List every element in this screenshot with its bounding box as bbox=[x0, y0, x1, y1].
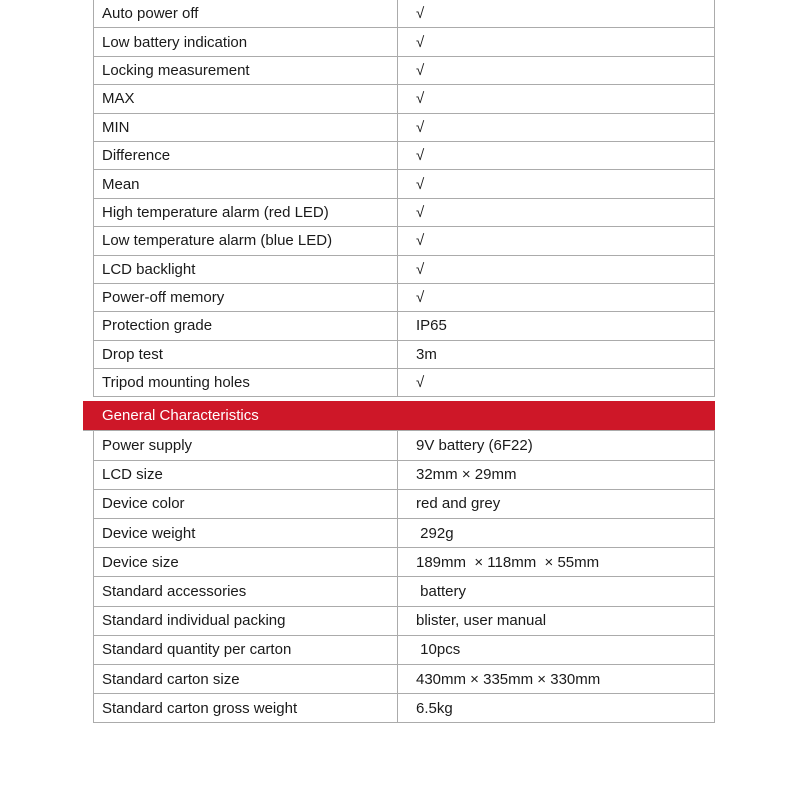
feature-value: √ bbox=[416, 203, 425, 221]
feature-value: IP65 bbox=[416, 317, 447, 335]
feature-label: Low temperature alarm (blue LED) bbox=[94, 227, 398, 254]
characteristic-value: 430mm × 335mm × 330mm bbox=[416, 670, 601, 688]
table-row bbox=[94, 85, 714, 113]
feature-label: Locking measurement bbox=[94, 57, 398, 84]
section-header-general-characteristics bbox=[83, 401, 715, 431]
feature-value: √ bbox=[416, 147, 425, 165]
table-row bbox=[94, 227, 714, 255]
feature-label: Low battery indication bbox=[94, 28, 398, 55]
characteristic-label: Standard carton gross weight bbox=[94, 694, 398, 722]
characteristic-label: Device weight bbox=[94, 519, 398, 547]
feature-label: LCD backlight bbox=[94, 256, 398, 283]
feature-label: Protection grade bbox=[94, 312, 398, 339]
feature-label: Tripod mounting holes bbox=[94, 369, 398, 396]
feature-label: High temperature alarm (red LED) bbox=[94, 199, 398, 226]
table-row bbox=[94, 284, 714, 312]
general-characteristic-rows bbox=[93, 431, 715, 723]
table-row bbox=[94, 519, 714, 548]
feature-value: √ bbox=[416, 232, 425, 250]
characteristic-value: 32mm × 29mm bbox=[416, 466, 517, 484]
feature-value: √ bbox=[416, 90, 425, 108]
feature-value: √ bbox=[416, 175, 425, 193]
table-row bbox=[94, 665, 714, 694]
feature-label: MIN bbox=[94, 114, 398, 141]
feature-value: 3m bbox=[416, 345, 437, 363]
feature-value: √ bbox=[416, 260, 425, 278]
table-row bbox=[94, 369, 714, 397]
characteristic-label: Standard individual packing bbox=[94, 607, 398, 635]
table-row bbox=[94, 636, 714, 665]
characteristic-label: Standard quantity per carton bbox=[94, 636, 398, 664]
table-row bbox=[94, 142, 714, 170]
characteristic-label: Standard carton size bbox=[94, 665, 398, 693]
characteristic-label: Standard accessories bbox=[94, 577, 398, 605]
characteristic-label: Device size bbox=[94, 548, 398, 576]
table-row bbox=[94, 694, 714, 723]
specifications-table bbox=[93, 0, 715, 723]
feature-label: Power-off memory bbox=[94, 284, 398, 311]
characteristic-value: red and grey bbox=[416, 495, 501, 513]
feature-value: √ bbox=[416, 118, 425, 136]
characteristic-label: LCD size bbox=[94, 461, 398, 489]
feature-value: √ bbox=[416, 61, 425, 79]
characteristic-value: 10pcs bbox=[416, 641, 461, 659]
feature-value: √ bbox=[416, 374, 425, 392]
table-row bbox=[94, 607, 714, 636]
feature-label: MAX bbox=[94, 85, 398, 112]
table-row bbox=[94, 577, 714, 606]
table-row bbox=[94, 431, 714, 460]
characteristic-label: Device color bbox=[94, 490, 398, 518]
feature-label: Mean bbox=[94, 170, 398, 197]
characteristic-value: 189mm × 118mm × 55mm bbox=[416, 553, 600, 571]
feature-label: Auto power off bbox=[94, 0, 398, 27]
feature-label: Drop test bbox=[94, 341, 398, 368]
characteristic-value: 292g bbox=[416, 524, 454, 542]
characteristic-label: Power supply bbox=[94, 431, 398, 459]
table-row bbox=[94, 170, 714, 198]
feature-value: √ bbox=[416, 5, 425, 23]
table-row bbox=[94, 57, 714, 85]
characteristic-value: 9V battery (6F22) bbox=[416, 437, 533, 455]
feature-value: √ bbox=[416, 33, 425, 51]
characteristic-value: blister, user manual bbox=[416, 612, 547, 630]
feature-value: √ bbox=[416, 289, 425, 307]
table-row bbox=[94, 114, 714, 142]
table-row bbox=[94, 461, 714, 490]
feature-rows bbox=[93, 0, 715, 397]
table-row bbox=[94, 256, 714, 284]
feature-label: Difference bbox=[94, 142, 398, 169]
table-row bbox=[94, 548, 714, 577]
table-row bbox=[94, 199, 714, 227]
table-row bbox=[94, 341, 714, 369]
characteristic-value: battery bbox=[416, 583, 467, 600]
table-row bbox=[94, 312, 714, 340]
table-row bbox=[94, 0, 714, 28]
table-row bbox=[94, 490, 714, 519]
section-header-label: General Characteristics bbox=[102, 407, 259, 425]
table-row bbox=[94, 28, 714, 56]
characteristic-value: 6.5kg bbox=[416, 699, 453, 717]
